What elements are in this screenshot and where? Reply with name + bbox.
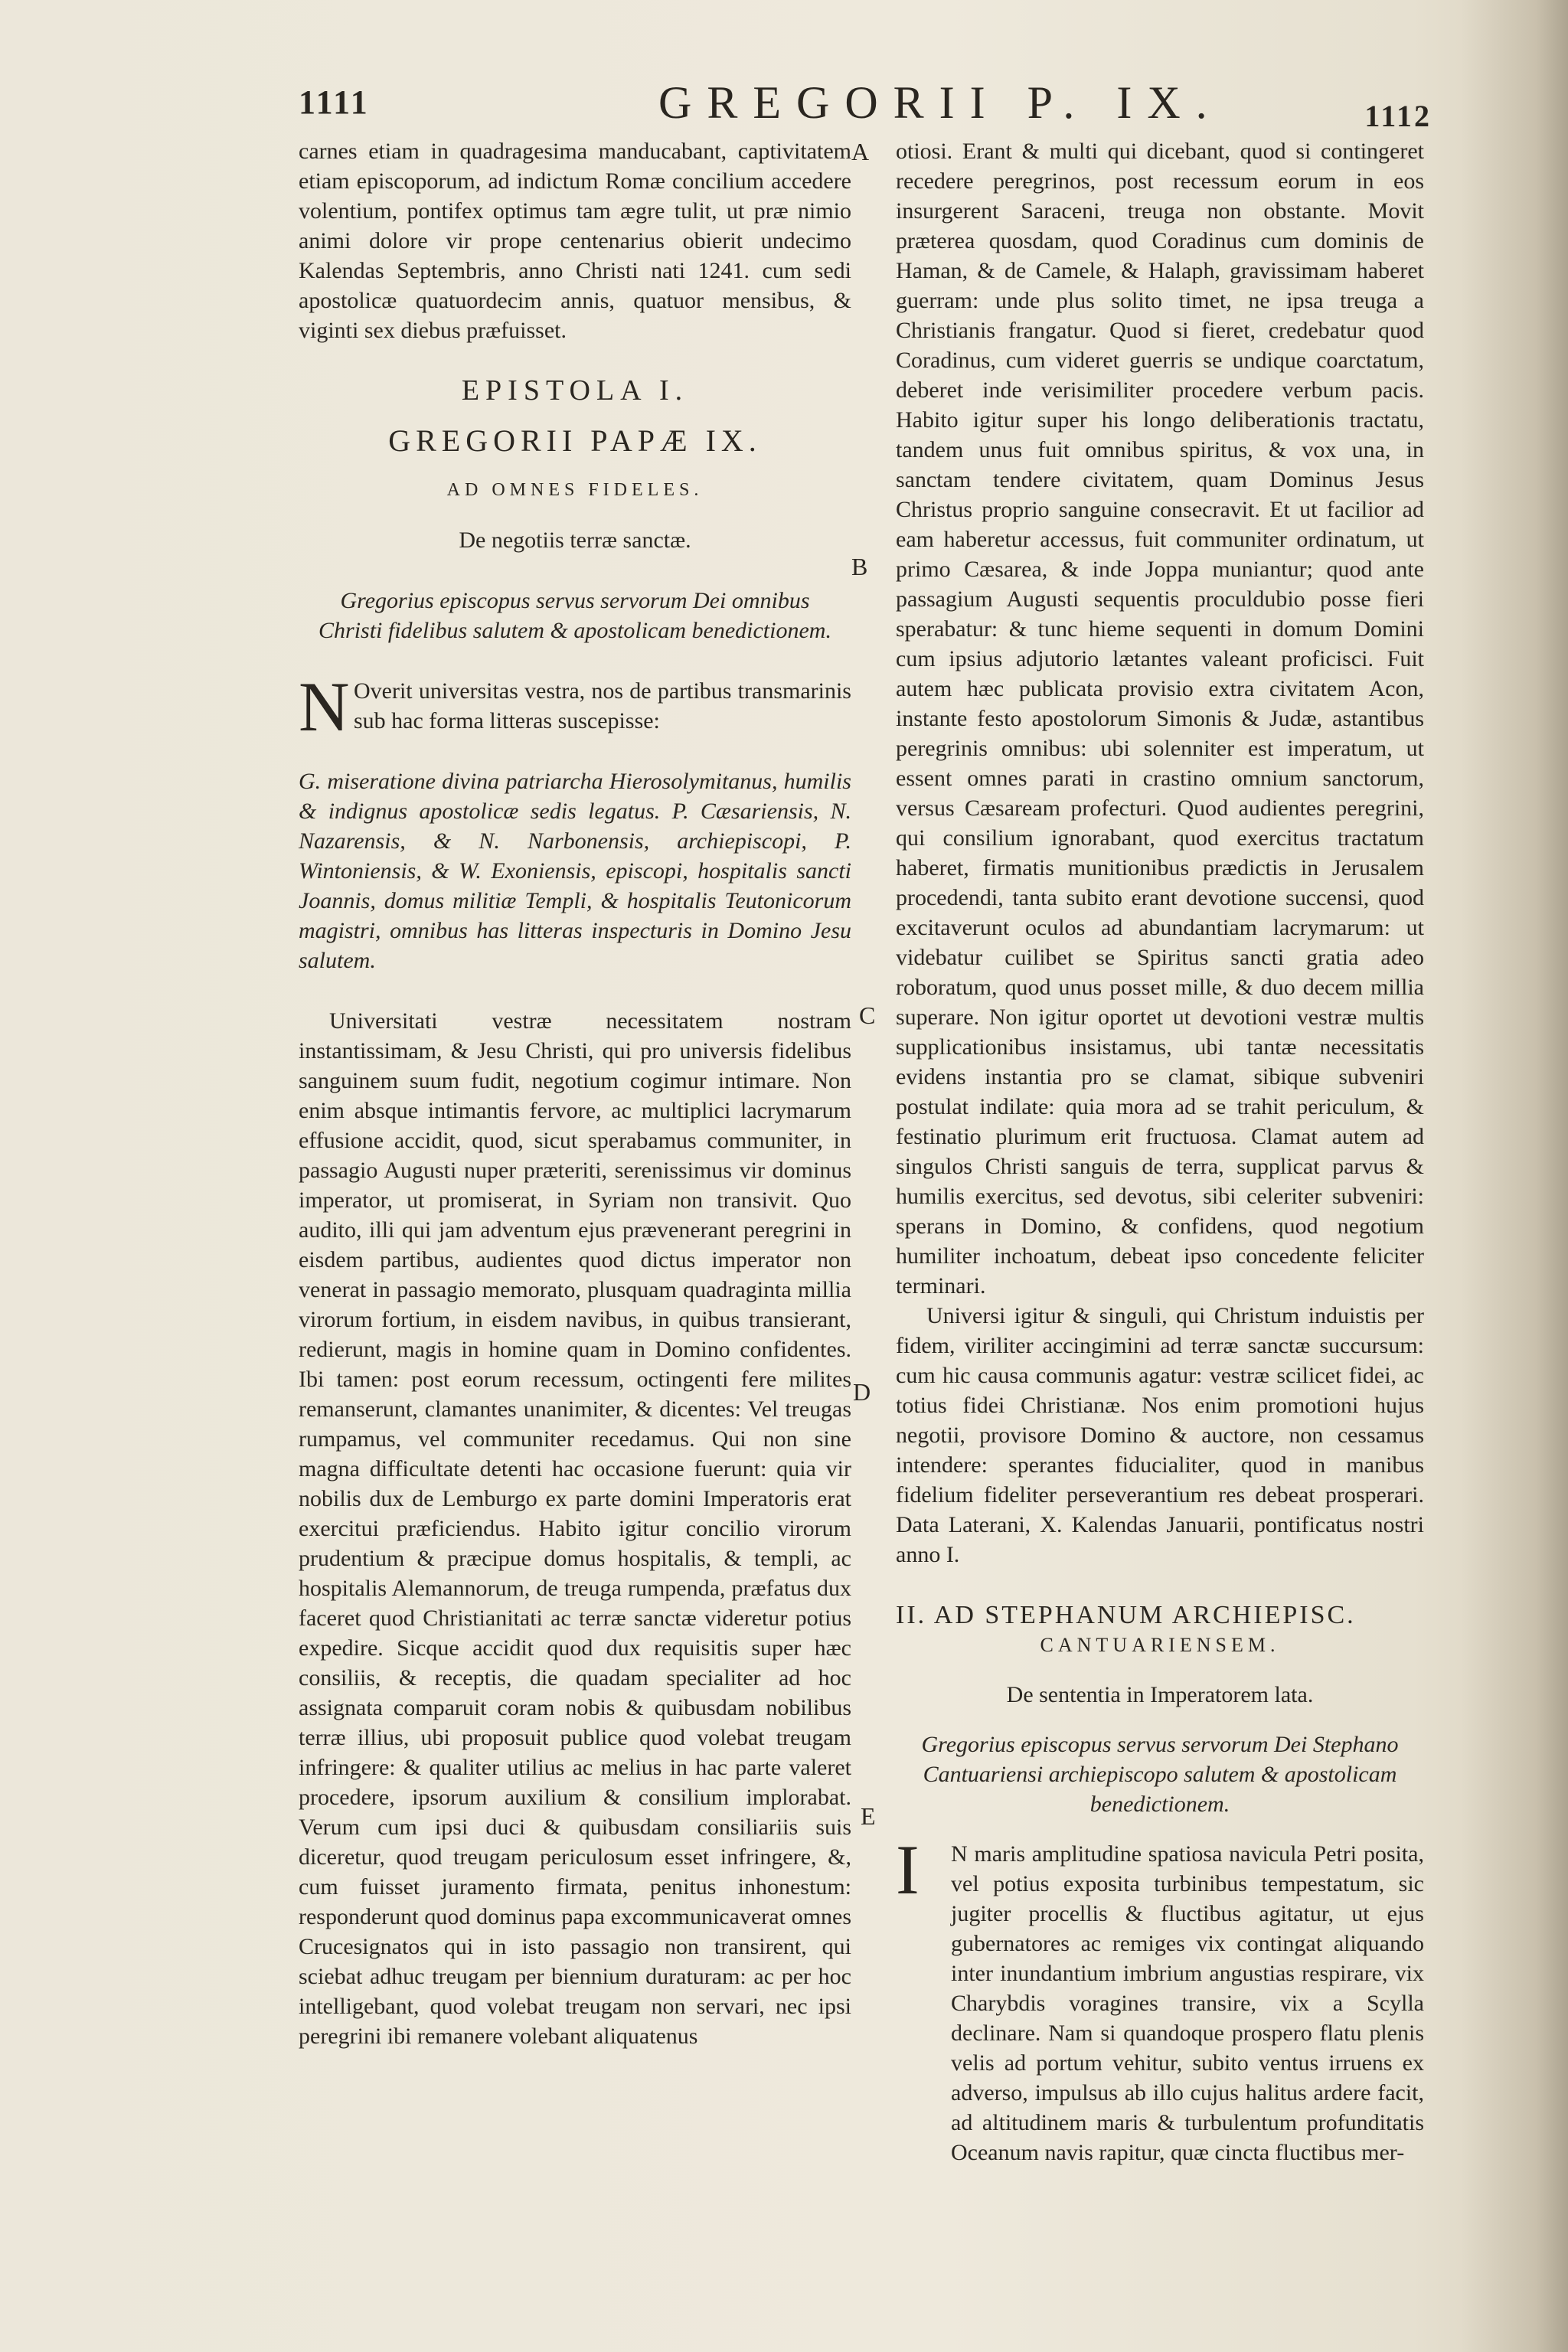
margin-letter-c: C [859, 1001, 876, 1029]
margin-letter-a: A [851, 138, 870, 165]
margin-letter-d: D [853, 1378, 871, 1406]
second-letter-heading-b: CANTUARIENSEM. [1040, 1634, 1280, 1656]
salutation: Gregorius episcopus servus servorum Dei omnibus Christi fidelibus salutem & apostolicam benedictionem. [318, 588, 831, 643]
right-page-number: 1112 [1364, 99, 1432, 133]
page-header [299, 77, 1432, 133]
letter-closing: Universi igitur & singuli, qui Christum induistis per fidem, viriliter accingimini ad terræ sanctæ succursum: cum hic causa communis agatur: vestræ scilicet fidei, ac totius fidei Christianæ. Nos enim promotioni hujus negotii, provisore Domino & auctore, non cessamus intendere: sperantes fiducialiter, quod in manibus fidelium fideliter perseverantium res debeat prosperari. Data Laterani, X. Kalendas Januarii, pontificatus nostri anno I. [896, 1303, 1424, 1567]
page-gutter-shadow [1461, 0, 1568, 2352]
second-letter-text: N maris amplitudine spatiosa navicula Petri posita, vel potius exposita turbinibus tempestatum, sic jugiter procellis & fluctibus agitatur, ut ejus gubernatores ac remiges vix contingat aliquando inter inundantium imbrium angustias respirare, vix Charybdis voragines transire, vix a Scylla declinare. Nam si quandoque prospero flatu plenis velis ad portum vehitur, subito ventus irruens ex adverso, impulsus ab illo cujus halitus ardere facit, ad altitudinem maris & turbulentum profunditatis Oceanum navis rapitur, quæ cincta fluctibus mer- [951, 1841, 1424, 2165]
left-column [299, 136, 851, 2051]
address-heading: AD OMNES FIDELES. [446, 480, 704, 500]
second-subject: De sententia in Imperatorem lata. [1006, 1682, 1314, 1707]
margin-letter-b: B [851, 553, 868, 580]
noverit-paragraph [299, 668, 851, 746]
left-page-number: 1111 [299, 83, 370, 121]
right-column [896, 136, 1424, 2167]
intro-paragraph: carnes etiam in quadragesima manducabant, captivitatem etiam episcoporum, ad indictum Romæ concilium accedere volentium, pontifex optimus tam ægre tulit, ut præ nimio animi dolore vir prope centenarius obierit undecimo Kalendas Septembris, anno Christi nati 1241. cum sedi apostolicæ quatuordecim annis, quatuor mensibus, & viginti sex diebus præfuisset. [299, 139, 851, 343]
margin-letter-e: E [861, 1802, 876, 1830]
drop-cap-i: I [896, 1831, 920, 1909]
running-head: GREGORII P. IX. [658, 77, 1223, 128]
subject-heading: De negotiis terræ sanctæ. [459, 528, 691, 553]
second-letter-heading: II. AD STEPHANUM ARCHIEPISC. [896, 1601, 1356, 1629]
second-salutation: Gregorius episcopus servus servorum Dei Stephano Cantuariensi archiepiscopo salutem & apostolicam benedictionem. [921, 1732, 1399, 1817]
epistola-heading: EPISTOLA I. [461, 374, 689, 407]
senders-paragraph: G. miseratione divina patriarcha Hierosolymitanus, humilis & indignus apostolicæ sedis legatus. P. Cæsariensis, N. Nazarensis, & N. Narbonensis, archiepiscopi, P. Wintoniensis, & W. Exoniensis, episcopi, hospitalis sancti Joannis, domus militiæ Templi, & hospitalis Teutonicorum magistri, omnibus has litteras inspecturis in Domino Jesu salutem. [299, 769, 851, 973]
letter-body-right: otiosi. Erant & multi qui dicebant, quod si contingeret recedere peregrinos, post recessum eorum in eos insurgerent Saraceni, treuga non obstante. Movit præterea quosdam, quod Coradinus cum dominis de Haman, & de Camele, & Halaph, gravissimam haberet guerram: unde plus solito timet, ne ipsa treuga a Christianis frangatur. Quod si fieret, credebatur quod Coradinus, cum videret guerris se undique coarctatum, deberet inde verisimiliter procedere verbum pacis. Habito igitur super his longo deliberationis tractatu, tandem unus fuit omnibus spiritus, & vox una, in sanctam tendere civitatem, quam Dominus Jesus Christus proprio sanguine consecravit. Et ut facilior ad eam haberetur accessus, fuit communiter ordinatum, ut primo Cæsarea, & inde Joppa muniantur; quod ante passagium Augusti sequentis proculdubio posse fieri sperabatur: & tunc hieme sequenti in domum Domini cum ipsius adjutorio lætantes valeant proficisci. Fuit autem hæc publicata provisio extra civitatem Acon, instante festo apostolorum Simonis & Judæ, astantibus peregrinis omnibus: ubi solenniter est imperatum, ut essent omnes parati in crastino omnium sanctorum, versus Cæsaream profecturi. Quod audientes peregrini, qui consilium ignorabant, quod exercitus tractatum haberet, firmatis munitionibus prædictis in Jerusalem procedendi, tanta subito erant devotione succensi, quod excitaverunt oculos ad abundantiam lacrymarum: ut videbatur cuilibet se Spiritus sancti gratia adeo roboratum, quod unus posset mille, & duo decem millia superare. Non igitur oportet ut devotioni vestræ multis supplicationibus insistamus, ubi tantæ necessitatis evidens instantia pro se clamat, sibique subveniri postulat indilate: quia mora ad se trahit periculum, & festinatio plurimum erit fructuosa. Clamat autem ad singulos Christi sanguis de terra, supplicat parvus & humilis exercitus, sed devotus, sibi celeriter subveniri: sperans in Domino, & confidens, quod negotium humiliter inchoatum, debeat ipso concedente feliciter terminari. [896, 139, 1424, 1298]
noverit-text: Overit universitas vestra, nos de partibus transmarinis sub hac forma litteras suscepisse: [354, 678, 851, 733]
letter-body-left: Universitati vestræ necessitatem nostram instantissimam, & Jesu Christi, qui pro universis fidelibus sanguinem suum fudit, negotium cogimur intimare. Non enim absque intimantis fervore, ac multiplici lacrymarum effusione accidit, quod, sicut sperabamus communiter, in passagio Augusti nuper præteriti, serenissimus vir dominus imperator, ut promiserat, in Syriam non transivit. Quo audito, illi qui jam adventum ejus prævenerant peregrini in eisdem partibus, audientes quod dictus imperator non venerat in passagio memorato, plusquam quadraginta millia virorum fortium, in eisdem navibus, in quibus transierant, redierunt, magis in homine quam in Domino confidentes. Ibi tamen: post eorum recessum, octingenti fere milites remanserunt, clamantes unanimiter, & dicentes: Vel treugas rumpamus, vel communiter recedamus. Qui non sine magna difficultate detenti hac occasione fuerunt: quia vir nobilis dux de Lemburgo ex parte domini Imperatoris erat exercitui præficiendus. Habito igitur concilio virorum prudentium & præcipue domus hospitalis, & templi, ac hospitalis Alemannorum, de treuga rumpenda, præfatus dux faceret quod Christianitati ac terræ sanctæ videretur potius expedire. Sicque accidit quod dux requisitis super hæc consiliis, & receptis, die quadam specialiter ad hoc assignata comparuit coram nobis & quibusdam nobilibus terræ illius, ubi proposuit publice quod volebat treugam infringere: & qualiter utilius ac melius in hac parte valeret procedere, ipsorum auxilium & consilium implorabat. Verum cum ipsi duci & quibusdam consiliariis suis diceretur, quod treugam periculosum esset infringere, &, cum fuisset juramento firmata, penitus inhonestum: responderunt quod dominus papa excommunicaverat omnes Crucesignatos qui in isto passagio non transirent, qui sciebat adhuc treugam per biennium duraturam: ac per hoc intelligebant, quod volebat treugam non servari, nec ipsi peregrini ibi remanere volebant aliquatenus [299, 1008, 851, 2049]
second-letter-body [896, 1831, 1424, 2167]
drop-cap-n: N [299, 668, 350, 746]
pope-heading: GREGORII PAPÆ IX. [388, 423, 762, 458]
